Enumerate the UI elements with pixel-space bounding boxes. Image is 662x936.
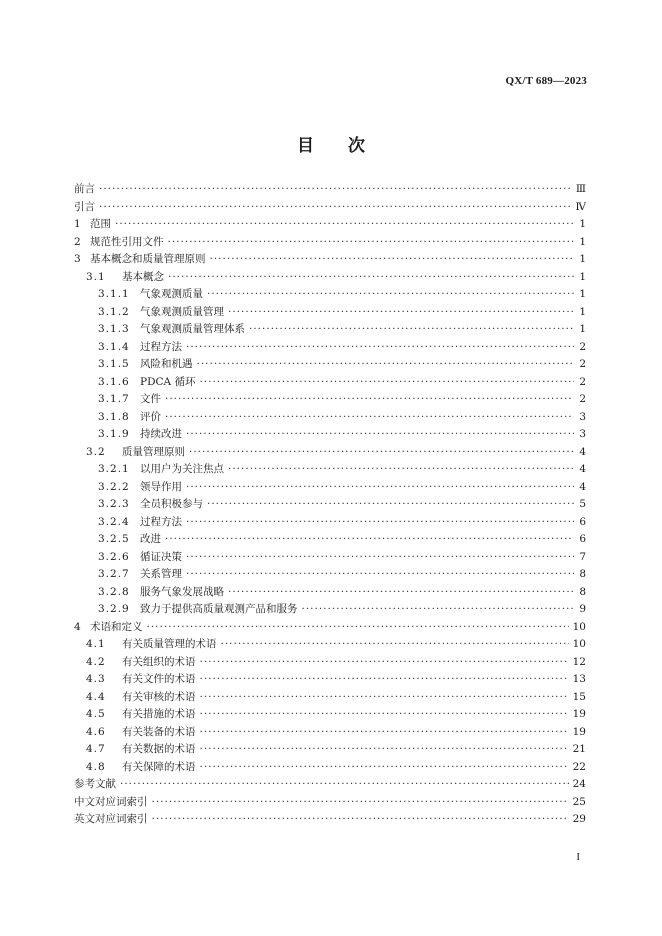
toc-entry[interactable] xyxy=(74,584,586,602)
toc-entry-label: 关系管理 xyxy=(140,568,182,580)
toc-leader-dots xyxy=(200,689,569,707)
toc-leader-dots xyxy=(186,426,574,444)
toc-entry[interactable] xyxy=(74,654,586,672)
toc-leader-dots xyxy=(189,444,574,462)
toc-entry-page: 15 xyxy=(572,690,586,703)
toc-entry[interactable] xyxy=(74,339,586,357)
toc-entry-page: 19 xyxy=(572,708,586,720)
toc-entry[interactable] xyxy=(74,759,586,777)
toc-entry-number: 3.1.1 xyxy=(98,288,130,300)
toc-entry-page: 12 xyxy=(572,655,586,668)
toc-entry-page: 1 xyxy=(579,253,586,265)
toc-leader-dots xyxy=(200,759,569,777)
toc-leader-dots xyxy=(99,181,572,199)
toc-entry-label: 气象观测质量管理 xyxy=(140,305,224,318)
toc-entry-page: 6 xyxy=(579,533,586,545)
toc-entry-label: 规范性引用文件 xyxy=(90,235,164,248)
toc-entry-label: 参考文献 xyxy=(74,778,116,790)
toc-entry-page: 2 xyxy=(579,375,586,388)
toc-entry-number: 3.1.5 xyxy=(98,358,130,370)
toc-entry-label: 英文对应词索引 xyxy=(74,813,148,825)
toc-entry-number: 3.2.7 xyxy=(98,568,130,580)
toc-leader-dots xyxy=(249,321,574,339)
toc-entry-page: 4 xyxy=(579,445,586,458)
toc-entry-number: 3.1.9 xyxy=(98,428,130,440)
toc-entry-page: 3 xyxy=(579,410,586,423)
toc-entry-page: 3 xyxy=(579,428,586,440)
toc-entry-label: 文件 xyxy=(140,393,161,405)
toc-entry-number: 3.2.6 xyxy=(98,550,130,563)
toc-entry-label: 有关数据的术语 xyxy=(122,743,196,755)
toc-entry-page: 24 xyxy=(572,778,586,790)
toc-entry-label: 改进 xyxy=(140,533,161,545)
toc-entry-page: Ⅳ xyxy=(575,200,586,213)
toc-entry[interactable] xyxy=(74,776,586,794)
toc-entry-number: 3.2.3 xyxy=(98,498,130,510)
toc-entry-page: 1 xyxy=(579,270,586,283)
toc-leader-dots xyxy=(115,216,574,234)
toc-entry[interactable] xyxy=(74,794,586,812)
toc-leader-dots xyxy=(152,794,569,812)
toc-entry-number: 3 xyxy=(74,253,82,265)
toc-entry-label: 有关装备的术语 xyxy=(122,725,196,738)
toc-entry[interactable] xyxy=(74,566,586,584)
toc-entry-number: 3.2.9 xyxy=(98,603,130,615)
toc-entry-number: 3.1.3 xyxy=(98,323,130,335)
toc-entry-page: 1 xyxy=(579,323,586,335)
toc-entry[interactable] xyxy=(74,496,586,514)
toc-entry-page: 1 xyxy=(579,288,586,300)
toc-entry-number: 4.4 xyxy=(86,690,106,703)
toc-leader-dots xyxy=(200,671,569,689)
toc-leader-dots xyxy=(186,479,574,497)
toc-leader-dots xyxy=(221,636,569,654)
toc-entry-label: 服务气象发展战略 xyxy=(140,585,224,598)
toc-leader-dots xyxy=(186,549,574,567)
toc-leader-dots xyxy=(168,269,574,287)
toc-entry[interactable] xyxy=(74,689,586,707)
page-title: 目 次 xyxy=(297,136,365,156)
toc-entry[interactable] xyxy=(74,671,586,689)
toc-entry[interactable] xyxy=(74,409,586,427)
page-number: I xyxy=(576,851,580,863)
toc-entry-page: 8 xyxy=(579,585,586,598)
toc-entry-number: 3.2.5 xyxy=(98,533,130,545)
toc-entry-page: 2 xyxy=(579,358,586,370)
toc-entry-number: 4.3 xyxy=(86,673,106,685)
toc-entry-number: 3.1.2 xyxy=(98,305,130,318)
toc-entry-label: 过程方法 xyxy=(140,340,182,353)
toc-leader-dots xyxy=(210,251,575,269)
toc-entry-page: 10 xyxy=(572,620,586,633)
toc-entry-number: 3.1.7 xyxy=(98,393,130,405)
toc-leader-dots xyxy=(200,654,569,672)
toc-entry-number: 3.2.8 xyxy=(98,585,130,598)
toc-entry[interactable] xyxy=(74,426,586,444)
toc-entry-number: 4.5 xyxy=(86,708,106,720)
toc-leader-dots xyxy=(186,566,574,584)
toc-entry[interactable] xyxy=(74,304,586,322)
toc-entry-number: 3.1.6 xyxy=(98,375,130,388)
toc-entry[interactable] xyxy=(74,461,586,479)
toc-entry-number: 1 xyxy=(74,218,82,230)
toc-entry-label: 气象观测质量 xyxy=(140,288,203,300)
toc-entry[interactable] xyxy=(74,234,586,252)
toc-leader-dots xyxy=(165,409,574,427)
toc-entry-number: 3.2.1 xyxy=(98,463,130,475)
toc-entry[interactable] xyxy=(74,811,586,829)
toc-leader-dots xyxy=(207,286,574,304)
toc-entry-page: 9 xyxy=(579,603,586,615)
toc-entry[interactable] xyxy=(74,619,586,637)
toc-leader-dots xyxy=(147,619,569,637)
table-of-contents xyxy=(74,181,586,829)
toc-entry[interactable] xyxy=(74,269,586,287)
toc-entry[interactable] xyxy=(74,514,586,532)
toc-entry[interactable] xyxy=(74,216,586,234)
toc-leader-dots xyxy=(186,339,574,357)
toc-entry[interactable] xyxy=(74,251,586,269)
toc-leader-dots xyxy=(200,741,569,759)
toc-entry-label: 质量管理原则 xyxy=(122,445,185,458)
toc-entry-number: 3.2 xyxy=(86,445,106,458)
toc-entry[interactable] xyxy=(74,601,586,619)
toc-entry-label: 有关文件的术语 xyxy=(122,673,196,685)
toc-entry-label: 评价 xyxy=(140,410,161,423)
toc-entry[interactable] xyxy=(74,741,586,759)
toc-entry-page: 1 xyxy=(579,218,586,230)
toc-entry-label: 有关保障的术语 xyxy=(122,760,196,773)
toc-entry-label: 引言 xyxy=(74,200,95,213)
toc-leader-dots xyxy=(197,356,575,374)
toc-entry-number: 3.2.4 xyxy=(98,515,130,528)
toc-leader-dots xyxy=(228,304,574,322)
toc-entry-label: 有关质量管理的术语 xyxy=(122,638,217,650)
toc-entry[interactable] xyxy=(74,286,586,304)
toc-entry-page: 6 xyxy=(579,515,586,528)
toc-entry-page: 4 xyxy=(579,463,586,475)
toc-entry-page: 21 xyxy=(572,743,586,755)
toc-entry-label: PDCA 循环 xyxy=(140,375,196,388)
toc-entry-page: 13 xyxy=(572,673,586,685)
toc-entry-label: 过程方法 xyxy=(140,515,182,528)
toc-entry[interactable] xyxy=(74,549,586,567)
toc-leader-dots xyxy=(186,514,574,532)
toc-entry[interactable] xyxy=(74,181,586,199)
toc-leader-dots xyxy=(199,374,574,392)
toc-entry-page: 5 xyxy=(579,498,586,510)
toc-entry-label: 全员积极参与 xyxy=(140,498,203,510)
toc-entry[interactable] xyxy=(74,356,586,374)
toc-entry[interactable] xyxy=(74,724,586,742)
toc-entry-number: 4.1 xyxy=(86,638,106,650)
toc-entry-number: 3.2.2 xyxy=(98,480,130,493)
toc-entry-page: 2 xyxy=(579,340,586,353)
toc-leader-dots xyxy=(200,706,569,724)
toc-leader-dots xyxy=(228,461,574,479)
toc-entry-label: 气象观测质量管理体系 xyxy=(140,323,245,335)
toc-entry-page: 4 xyxy=(579,480,586,493)
toc-leader-dots xyxy=(152,811,569,829)
toc-entry-label: 有关措施的术语 xyxy=(122,708,196,720)
toc-entry-number: 2 xyxy=(74,235,82,248)
toc-leader-dots xyxy=(168,234,575,252)
toc-entry-page: 1 xyxy=(579,235,586,248)
toc-entry[interactable] xyxy=(74,199,586,217)
toc-entry-label: 范围 xyxy=(90,218,111,230)
toc-entry-number: 4.6 xyxy=(86,725,106,738)
toc-entry[interactable] xyxy=(74,636,586,654)
toc-leader-dots xyxy=(228,584,574,602)
toc-entry-label: 风险和机遇 xyxy=(140,358,193,370)
standard-code: QX/T 689—2023 xyxy=(505,75,587,87)
toc-entry-number: 4.7 xyxy=(86,743,106,755)
toc-entry-label: 致力于提供高质量观测产品和服务 xyxy=(140,603,298,615)
toc-entry-page: 2 xyxy=(579,393,586,405)
toc-entry[interactable] xyxy=(74,706,586,724)
toc-entry-page: 25 xyxy=(572,795,586,808)
toc-entry-page: 8 xyxy=(579,568,586,580)
toc-entry-label: 中文对应词索引 xyxy=(74,795,148,808)
toc-entry-number: 4.2 xyxy=(86,655,106,668)
toc-leader-dots xyxy=(99,199,572,217)
toc-entry-page: Ⅲ xyxy=(575,183,586,195)
toc-entry-number: 4 xyxy=(74,620,82,633)
toc-entry[interactable] xyxy=(74,374,586,392)
toc-entry-number: 3.1.4 xyxy=(98,340,130,353)
toc-entry-label: 前言 xyxy=(74,183,95,195)
toc-entry[interactable] xyxy=(74,531,586,549)
toc-entry-number: 3.1 xyxy=(86,270,106,283)
toc-entry-label: 以用户为关注焦点 xyxy=(140,463,224,475)
toc-entry[interactable] xyxy=(74,321,586,339)
toc-entry-page: 29 xyxy=(572,813,586,825)
toc-leader-dots xyxy=(302,601,575,619)
toc-entry-label: 持续改进 xyxy=(140,428,182,440)
toc-leader-dots xyxy=(120,776,569,794)
toc-leader-dots xyxy=(207,496,574,514)
toc-leader-dots xyxy=(200,724,569,742)
toc-entry[interactable] xyxy=(74,444,586,462)
toc-entry-label: 基本概念 xyxy=(122,270,164,283)
toc-entry-page: 19 xyxy=(572,725,586,738)
toc-entry-number: 3.1.8 xyxy=(98,410,130,423)
toc-entry-page: 7 xyxy=(579,550,586,563)
toc-entry-label: 术语和定义 xyxy=(90,620,143,633)
toc-entry-label: 基本概念和质量管理原则 xyxy=(90,253,206,265)
toc-entry-label: 循证决策 xyxy=(140,550,182,563)
toc-entry-page: 1 xyxy=(579,305,586,318)
toc-entry[interactable] xyxy=(74,391,586,409)
toc-leader-dots xyxy=(165,531,574,549)
toc-entry-label: 有关审核的术语 xyxy=(122,690,196,703)
toc-entry-number: 4.8 xyxy=(86,760,106,773)
toc-leader-dots xyxy=(165,391,574,409)
toc-entry[interactable] xyxy=(74,479,586,497)
toc-entry-label: 有关组织的术语 xyxy=(122,655,196,668)
toc-entry-page: 22 xyxy=(572,760,586,773)
toc-entry-page: 10 xyxy=(572,638,586,650)
toc-entry-label: 领导作用 xyxy=(140,480,182,493)
